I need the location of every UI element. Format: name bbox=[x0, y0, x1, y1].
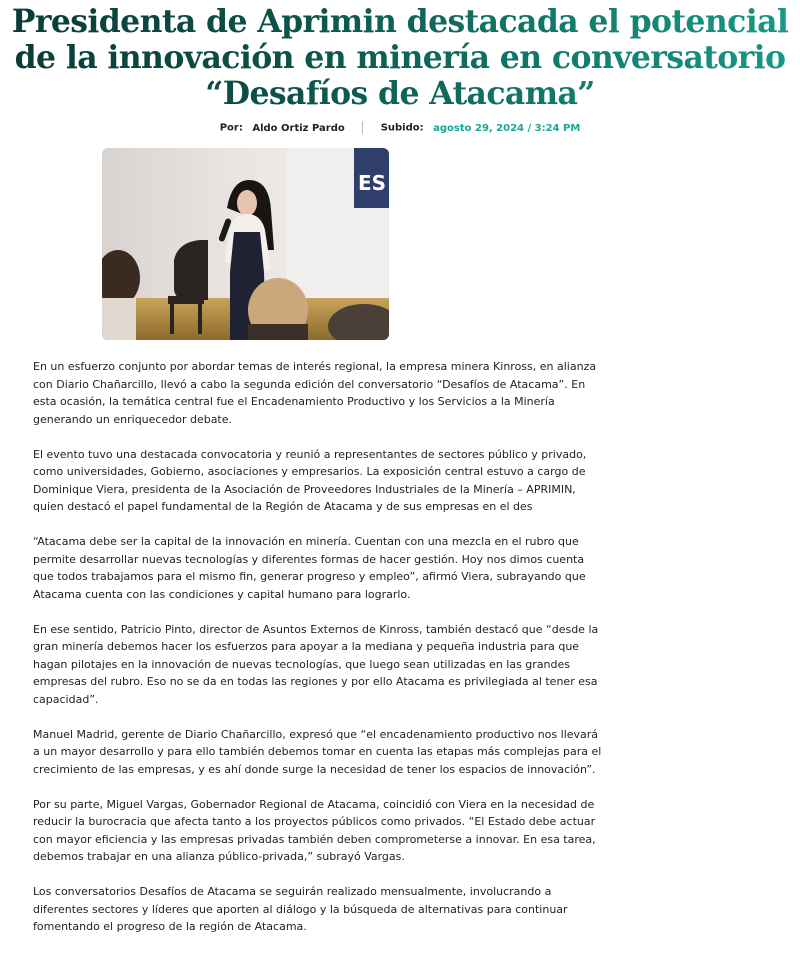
article-meta bbox=[0, 121, 800, 134]
paragraph: El evento tuvo una destacada convocatoria y reunió a representantes de sectores público y privado, como universidades, Gobierno, asociaciones y empresarios. La exposición central estuvo a cargo de Dominique Viera, presidenta de la Asociación de Proveedores Industriales de la Minería – APRIMIN, quien destacó el papel fundamental de la Región de Atacama y de sus empresas en el des bbox=[33, 447, 587, 513]
banner bbox=[354, 148, 389, 208]
paragraph: Por su parte, Miguel Vargas, Gobernador Regional de Atacama, coincidió con Viera en la necesidad de reducir la burocracia que afecta tanto a los proyectos públicos como privados. “El Estado debe actuar con mayor eficiencia y las empresas privadas también deben comprometerse a innovar. En esa tarea, debemos trabajar en una alianza público-privada,” subrayó Vargas. bbox=[33, 797, 596, 863]
paragraph: En ese sentido, Patricio Pinto, director de Asuntos Externos de Kinross, también destacó que “desde la gran minería debemos hacer los esfuerzos para apoyar a la mediana y pequeña industria para que hagan pilotajes en la innovación de nuevas tecnologías, que luego sean utilizadas en las grandes empresas del rubro. Eso no se da en todas las regiones y por ello Atacama es privilegiada al tener esa capacidad”. bbox=[33, 622, 599, 706]
photo-speaker-at-event bbox=[102, 148, 389, 340]
meta-divider bbox=[362, 121, 363, 134]
author-name[interactable]: Aldo Ortiz Pardo bbox=[252, 122, 345, 134]
publish-date: agosto 29, 2024 / 3:24 PM bbox=[433, 122, 581, 134]
article-photo bbox=[102, 148, 389, 340]
article-body bbox=[33, 358, 603, 953]
article-title: Presidenta de Aprimin destacada el potencial de la innovación en minería en conversatorio “Desafíos de Atacama” bbox=[0, 4, 800, 112]
uploaded-label: Subido: bbox=[380, 122, 424, 134]
paragraph: “Atacama debe ser la capital de la innovación en minería. Cuentan con una mezcla en el rubro que permite desarrollar nuevas tecnologías y diferentes formas de hacer gestión. Hoy nos dimos cuenta que todos trabajamos para el mismo fin, generar progreso y empleo”, afirmó Viera, subrayando que Atacama cuenta con las condiciones y capital humano para lograrlo. bbox=[33, 535, 586, 601]
paragraph: En un esfuerzo conjunto por abordar temas de interés regional, la empresa minera Kinross, en alianza con Diario Chañarcillo, llevó a cabo la segunda edición del conversatorio “Desafíos de Atacama”. En esta ocasión, la temática central fue el Encadenamiento Productivo y los Servicios a la Minería generando un enriquecedor debate. bbox=[33, 360, 597, 426]
paragraph: Manuel Madrid, gerente de Diario Chañarcillo, expresó que “el encadenamiento productivo nos llevará a un mayor desarrollo y para ello también debemos tomar en cuenta las etapas más complejas para el crecimiento de las empresas, y es ahí donde surge la necesidad de tener los espacios de innovación”. bbox=[33, 727, 602, 776]
paragraph: Los conversatorios Desafíos de Atacama se seguirán realizado mensualmente, involucrando a diferentes sectores y líderes que aporten al diálogo y la búsqueda de alternativas para continuar fomentando el progreso de la región de Atacama. bbox=[33, 885, 568, 933]
byline-label: Por: bbox=[219, 122, 243, 134]
banner-text: ES bbox=[358, 171, 387, 195]
